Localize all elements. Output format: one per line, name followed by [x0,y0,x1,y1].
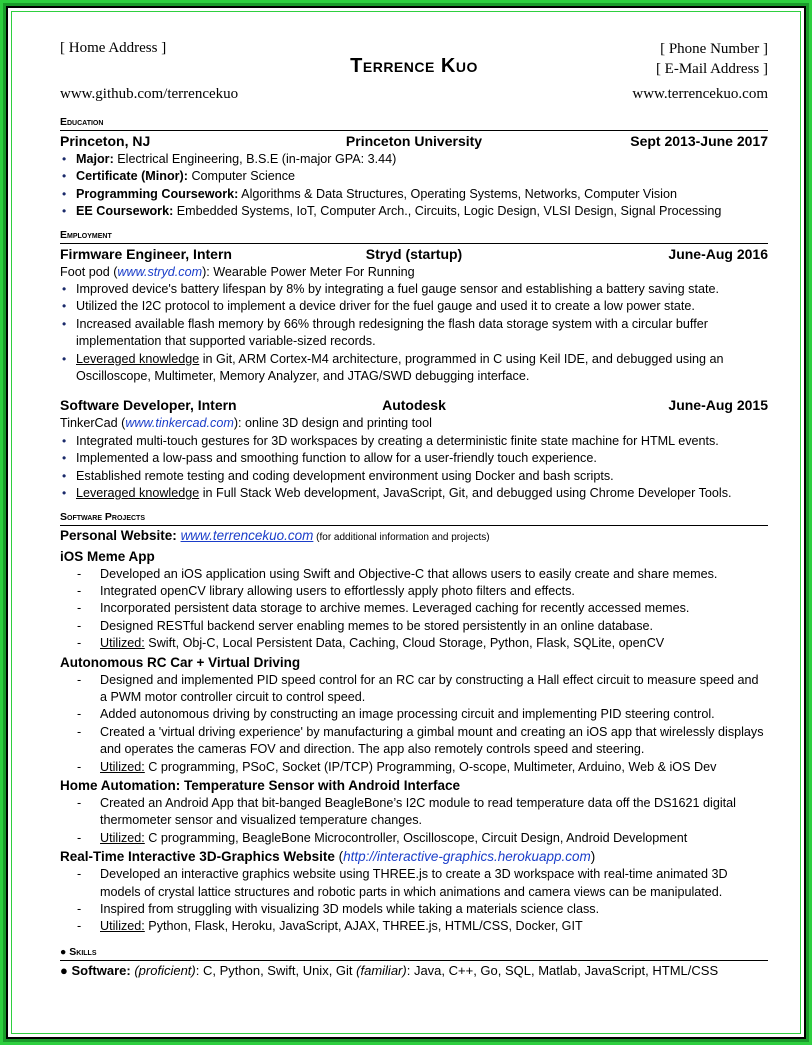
list-item: - Developed an interactive graphics website using THREE.js to create a 3D workspace with real-time animated 3D models of crystal lattice structures and robotic parts in which animations and camera views can be manipulated. [60,866,768,901]
section-heading-employment: Employment [60,229,768,244]
list-item: • Increased available flash memory by 66% through redesigning the flash data storage system with a circular buffer implementation that supported variable-sized records. [60,316,768,351]
bullet-icon: ● [60,962,68,978]
list-item: - Inspired from struggling with visualizing 3D models while taking a materials science class. [60,901,768,918]
list-item: • Established remote testing and coding development environment using Docker and bash scripts. [60,468,768,485]
list-item: • Leveraged knowledge in Git, ARM Cortex-M4 architecture, programmed in C using Keil IDE, and debugged using an Oscilloscope, Multimeter, Memory Analyzer, and JTAG/SWD debugging interface. [60,351,768,386]
education-list [60,151,768,221]
section-heading-projects: Software Projects [60,511,768,526]
header [60,38,768,110]
education-school: Princeton University [345,133,483,149]
stryd-link[interactable]: www.stryd.com [117,264,203,279]
job-description: Foot pod (www.stryd.com): Wearable Power Meter For Running [60,264,415,279]
job-bullets [60,433,768,503]
education-location: Princeton, NJ [60,133,151,149]
job-row [60,395,768,415]
bullet-icon: ● [60,945,67,958]
list-item: - Designed RESTful backend server enabling memes to be stored persistently in an online database. [60,618,768,635]
project-title: Home Automation: Temperature Sensor with Android Interface [60,777,461,793]
education-row [60,131,768,151]
graphics-website-link[interactable]: http://interactive-graphics.herokuapp.com [343,849,591,865]
list-item: - Utilized: Swift, Obj-C, Local Persistent Data, Caching, Cloud Storage, Python, Flask, SQLite, openCV [60,635,768,652]
list-item: • Leveraged knowledge in Full Stack Web development, JavaScript, Git, and debugged using Chrome Developer Tools. [60,485,768,502]
website-link[interactable]: www.terrencekuo.com [632,86,768,102]
job-company: Autodesk [382,397,446,414]
project-bullets [60,672,768,776]
job-title: Firmware Engineer, Intern [60,245,232,262]
section-heading-skills: ● Skills [60,946,768,961]
list-item: - Designed and implemented PID speed control for an RC car by constructing a Hall effect circuit to measure speed and a PWM motor controller circuit to control speed. [60,672,768,707]
project-bullets [60,795,768,847]
job-dates: June-Aug 2016 [668,245,768,262]
project-bullets [60,866,768,936]
list-item: • Improved device's battery lifespan by 8% by integrating a fuel gauge sensor and establishing a battery saving state. [60,281,768,298]
list-item: - Utilized: C programming, BeagleBone Microcontroller, Oscilloscope, Circuit Design, Android Development [60,830,768,847]
job-title: Software Developer, Intern [60,397,237,414]
github-link[interactable]: www.github.com/terrencekuo [60,86,239,102]
list-item: - Created a 'virtual driving experience' by manufacturing a gimbal mount and creating an iOS app that wirelessly displays and operates the cameras FOV and direction. The app also remotely controls speed and steering. [60,724,768,759]
personal-website-link[interactable]: www.terrencekuo.com [180,527,314,543]
project-title-line: Real-Time Interactive 3D-Graphics Website (http://interactive-graphics.herokuapp.com) [60,849,596,865]
job-bullets [60,281,768,385]
list-item: - Integrated openCV library allowing users to effortlessly apply photo filters and effects. [60,583,768,600]
tinkercad-link[interactable]: www.tinkercad.com [125,416,234,431]
list-item: • Major: Electrical Engineering, B.S.E (in-major GPA: 3.44) [60,151,768,168]
list-item: - Created an Android App that bit-banged BeagleBone’s I2C module to read temperature data off the DS1621 digital thermometer sensor and visualized temperature changes. [60,795,768,830]
list-item: • Implemented a low-pass and smoothing function to allow for a user-friendly touch experience. [60,450,768,467]
list-item: - Incorporated persistent data storage to archive memes. Leveraged caching for recently accessed memes. [60,600,768,617]
list-item: • Utilized the I2C protocol to implement a device driver for the fuel gauge and used it to create a low power state. [60,298,768,315]
candidate-name: Terrence Kuo [350,55,478,77]
job-dates: June-Aug 2015 [668,397,768,414]
education-dates: Sept 2013-June 2017 [630,133,768,149]
spacer [60,385,768,395]
personal-website-line: Personal Website: www.terrencekuo.com (for additional information and projects) [60,527,490,543]
email-address: [ E-Mail Address ] [655,61,768,77]
skills-line: ● Software: (proficient): C, Python, Swift, Unix, Git (familiar): Java, C++, Go, SQL, Matlab, JavaScript, HTML/CSS [60,962,719,978]
list-item: • Certificate (Minor): Computer Science [60,168,768,185]
job-company: Stryd (startup) [365,245,463,262]
list-item: - Utilized: C programming, PSoC, Socket (IP/TCP) Programming, O-scope, Multimeter, Arduino, Web & iOS Dev [60,759,768,776]
list-item: - Utilized: Python, Flask, Heroku, JavaScript, AJAX, THREE.js, HTML/CSS, Docker, GIT [60,918,768,935]
home-address: [ Home Address ] [60,40,167,56]
section-heading-education: Education [60,116,768,131]
project-title: iOS Meme App [60,548,155,564]
list-item: - Developed an iOS application using Swift and Objective-C that allows users to easily create and share memes. [60,566,768,583]
list-item: - Added autonomous driving by constructing an image processing circuit and implementing PID steering control. [60,706,768,723]
list-item: • EE Coursework: Embedded Systems, IoT, Computer Arch., Circuits, Logic Design, VLSI Design, Signal Processing [60,203,768,220]
job-description: TinkerCad (www.tinkercad.com): online 3D design and printing tool [60,416,432,431]
project-bullets [60,566,768,653]
phone-number: [ Phone Number ] [660,41,768,57]
job-row [60,244,768,264]
project-title: Real-Time Interactive 3D-Graphics Website [60,849,335,865]
resume [60,38,768,980]
project-title: Autonomous RC Car + Virtual Driving [60,654,301,670]
list-item: • Programming Coursework: Algorithms & Data Structures, Operating Systems, Networks, Computer Vision [60,186,768,203]
list-item: • Integrated multi-touch gestures for 3D workspaces by creating a deterministic finite state machine for HTML events. [60,433,768,450]
